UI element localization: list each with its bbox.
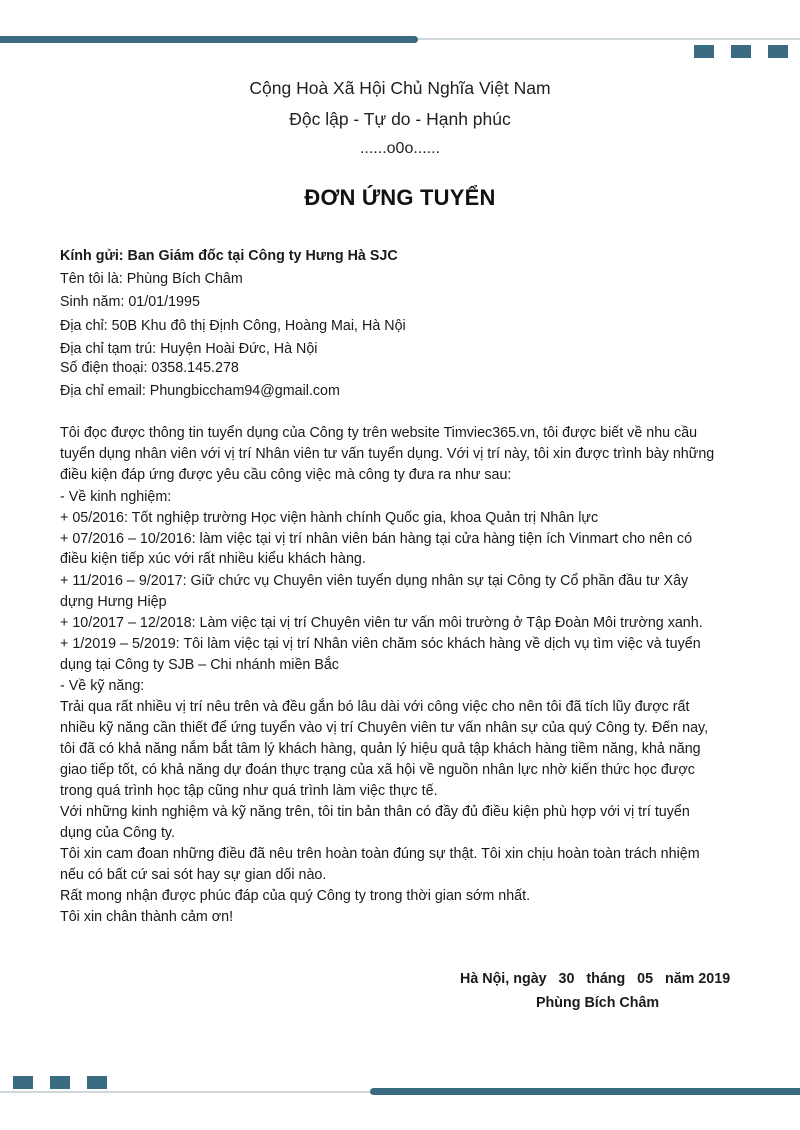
body-line: giao tiếp tốt, có khả năng dự đoán thực trạng của xã hội về nguồn nhân lực nhờ kiến thức học được <box>60 762 695 778</box>
body-line: + 11/2016 – 9/2017: Giữ chức vụ Chuyên viên tuyển dụng nhân sự tại Công ty Cổ phần đầu tư Xây <box>60 573 689 589</box>
body-line: tôi đã có khả năng nắm bắt tâm lý khách hàng, quản lý hiệu quả tập khách hàng tiềm năng, khả năng <box>60 741 701 757</box>
body-line: Tôi đọc được thông tin tuyển dụng của Công ty trên website Timviec365.vn, tôi được biết về nhu cầu <box>60 425 698 441</box>
body-line: dụng của Công ty. <box>60 825 175 841</box>
body-line: nếu có bất cứ sai sót hay sự gian dối nào. <box>60 867 327 883</box>
body-line: nhiều kỹ năng cần thiết để ứng tuyển vào vị trí Chuyên viên tư vấn nhân sự của quý Công ty. Đến nay, <box>60 720 709 736</box>
top-decor-square <box>694 45 714 58</box>
body-line: + 05/2016: Tốt nghiệp trường Học viện hành chính Quốc gia, khoa Quản trị Nhân lực <box>60 510 599 526</box>
document-title: ĐƠN ỨNG TUYỂN <box>304 185 496 210</box>
header-separator: ......o0o...... <box>359 140 441 157</box>
body-line: - Về kỹ năng: <box>60 678 145 694</box>
body-line: điều kiện đáp ứng được yêu cầu công việc mà công ty đưa ra như sau: <box>60 467 512 483</box>
birth-year: Sinh năm: 01/01/1995 <box>60 294 200 310</box>
top-decor-square <box>731 45 751 58</box>
body-line: Tôi xin cam đoan những điều đã nêu trên hoàn toàn đúng sự thật. Tôi xin chịu hoàn toàn trách nhiệm <box>60 846 700 862</box>
bottom-decor-square <box>50 1076 70 1089</box>
body-line: Tôi xin chân thành cảm ơn! <box>60 909 234 925</box>
applicant-name: Tên tôi là: Phùng Bích Châm <box>60 271 243 287</box>
body-line: + 07/2016 – 10/2016: làm việc tại vị trí nhân viên bán hàng tại cửa hàng tiện ích Vinmart cho nên có <box>60 531 693 547</box>
signer-name: Phùng Bích Châm <box>536 995 660 1011</box>
bottom-accent-bar <box>370 1088 800 1095</box>
home-address: Địa chỉ: 50B Khu đô thị Định Công, Hoàng Mai, Hà Nội <box>60 318 406 334</box>
body-line: trong quá trình học tập cũng như quá trình làm việc thực tế. <box>60 783 438 799</box>
body-line: + 1/2019 – 5/2019: Tôi làm việc tại vị trí Nhân viên chăm sóc khách hàng về dịch vụ tìm việc và tuyển <box>60 636 701 652</box>
body-line: Trải qua rất nhiều vị trí nêu trên và đều gắn bó lâu dài với công việc cho nên tôi đã tích lũy được rất <box>60 699 690 715</box>
signature-date: Hà Nội, ngày 30 tháng 05 năm 2019 <box>460 971 731 987</box>
motto-heading: Độc lập - Tự do - Hạnh phúc <box>289 109 511 129</box>
body-line: điều kiện tiếp xúc với rất nhiều kiểu khách hàng. <box>60 551 366 567</box>
body-line: + 10/2017 – 12/2018: Làm việc tại vị trí Chuyên viên tư vấn môi trường ở Tập Đoàn Môi trường xanh. <box>60 615 703 631</box>
country-heading: Cộng Hoà Xã Hội Chủ Nghĩa Việt Nam <box>249 78 551 98</box>
temp-address: Địa chỉ tạm trú: Huyện Hoài Đức, Hà Nội <box>60 341 318 357</box>
body-line: - Về kinh nghiệm: <box>60 489 172 505</box>
top-accent-bar <box>0 36 418 43</box>
body-line: Rất mong nhận được phúc đáp của quý Công ty trong thời gian sớm nhất. <box>60 888 531 904</box>
email-address: Địa chỉ email: Phungbiccham94@gmail.com <box>60 383 340 399</box>
body-line: dựng Hưng Hiệp <box>60 594 167 610</box>
body-line: Với những kinh nghiệm và kỹ năng trên, tôi tin bản thân có đầy đủ điều kiện phù hợp với vị trí tuyển <box>60 804 690 820</box>
top-decor-square <box>768 45 788 58</box>
phone-number: Số điện thoại: 0358.145.278 <box>60 360 239 376</box>
bottom-decor-square <box>87 1076 107 1089</box>
bottom-decor-square <box>13 1076 33 1089</box>
recipient-line: Kính gửi: Ban Giám đốc tại Công ty Hưng Hà SJC <box>60 248 398 264</box>
body-line: tuyển dụng nhân viên với vị trí Nhân viên tư vấn tuyển dụng. Với vị trí này, tôi xin được trình bày những <box>60 446 715 462</box>
body-line: dụng tại Công ty SJB – Chi nhánh miền Bắc <box>60 657 339 673</box>
